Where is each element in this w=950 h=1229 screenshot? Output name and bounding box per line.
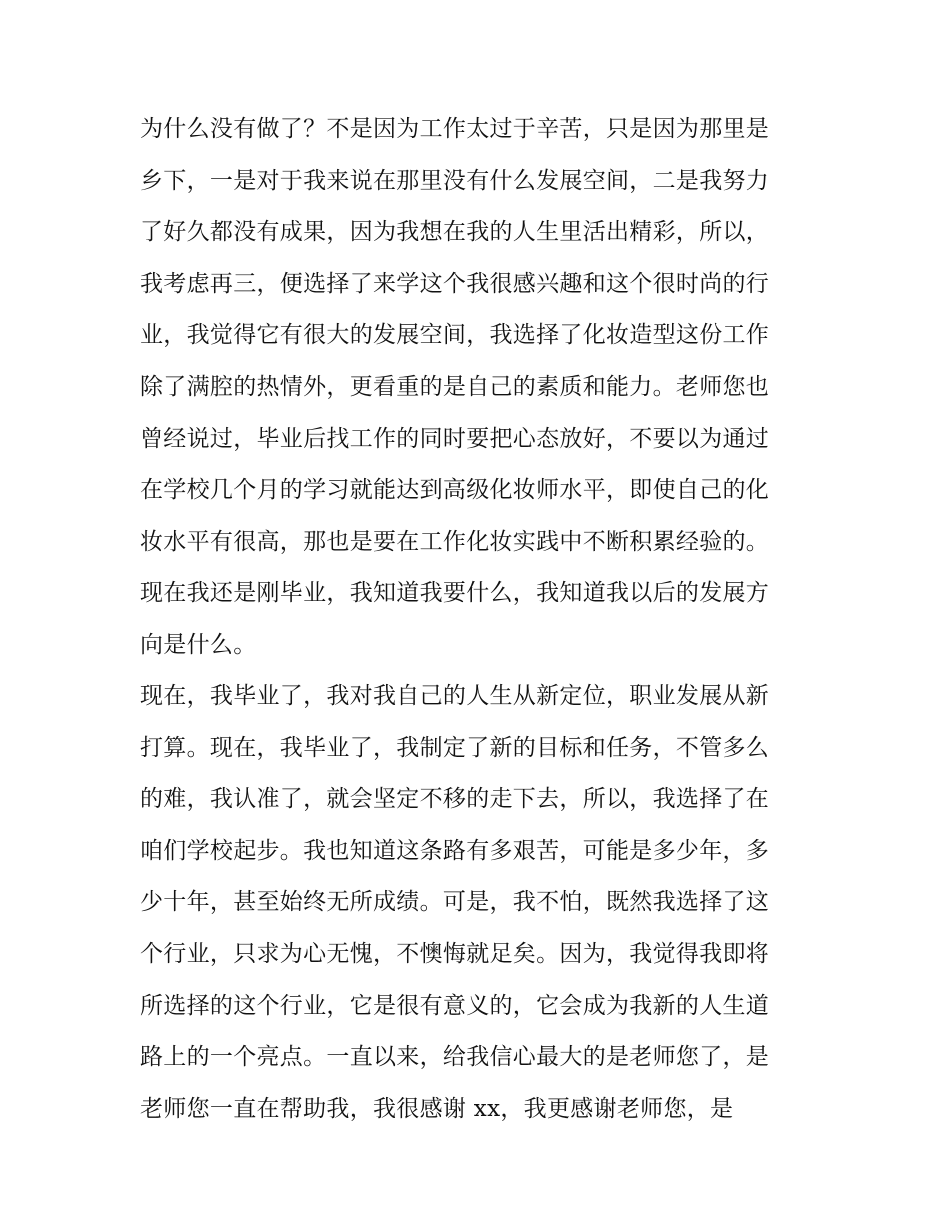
text-line: 的难，我认准了，就会坚定不移的走下去，所以，我选择了在 (140, 786, 770, 813)
text-line: 业，我觉得它有很大的发展空间，我选择了化妆造型这份工作 (140, 322, 770, 349)
text-line: 为什么没有做了？不是因为工作太过于辛苦，只是因为那里是 (140, 116, 770, 142)
text-line: 除了满腔的热情外，更看重的是自己的素质和能力。老师您也 (140, 373, 770, 400)
text-line: 现在，我毕业了，我对我自己的人生从新定位，职业发展从新 (140, 683, 770, 709)
text-line: 曾经说过，毕业后找工作的同时要把心态放好，不要以为通过 (140, 425, 770, 452)
text-line: 个行业，只求为心无愧，不懊悔就足矣。因为，我觉得我即将 (140, 940, 770, 967)
text-line: 老师您一直在帮助我，我很感谢 xx，我更感谢老师您，是 (140, 1095, 734, 1122)
text-line: 妆水平有很高，那也是要在工作化妆实践中不断积累经验的。 (140, 528, 770, 555)
text-line: 所选择的这个行业，它是很有意义的，它会成为我新的人生道 (140, 992, 770, 1019)
text-line: 我考虑再三，便选择了来学这个我很感兴趣和这个很时尚的行 (140, 270, 770, 297)
text-line: 少十年，甚至始终无所成绩。可是，我不怕，既然我选择了这 (140, 889, 770, 916)
text-line: 咱们学校起步。我也知道这条路有多艰苦，可能是多少年，多 (140, 837, 770, 864)
text-line: 打算。现在，我毕业了，我制定了新的目标和任务，不管多么 (140, 734, 770, 761)
text-line: 了好久都没有成果，因为我想在我的人生里活出精彩，所以， (140, 219, 770, 246)
text-line: 向是什么。 (140, 631, 257, 658)
text-line: 乡下，一是对于我来说在那里没有什么发展空间，二是我努力 (140, 167, 770, 194)
paragraph-2 (140, 671, 820, 1135)
text-line: 路上的一个亮点。一直以来，给我信心最大的是老师您了，是 (140, 1044, 770, 1071)
text-line: 在学校几个月的学习就能达到高级化妆师水平，即使自己的化 (140, 477, 770, 504)
paragraph-1 (140, 104, 820, 672)
text-line: 现在我还是刚毕业，我知道我要什么，我知道我以后的发展方 (140, 580, 770, 607)
